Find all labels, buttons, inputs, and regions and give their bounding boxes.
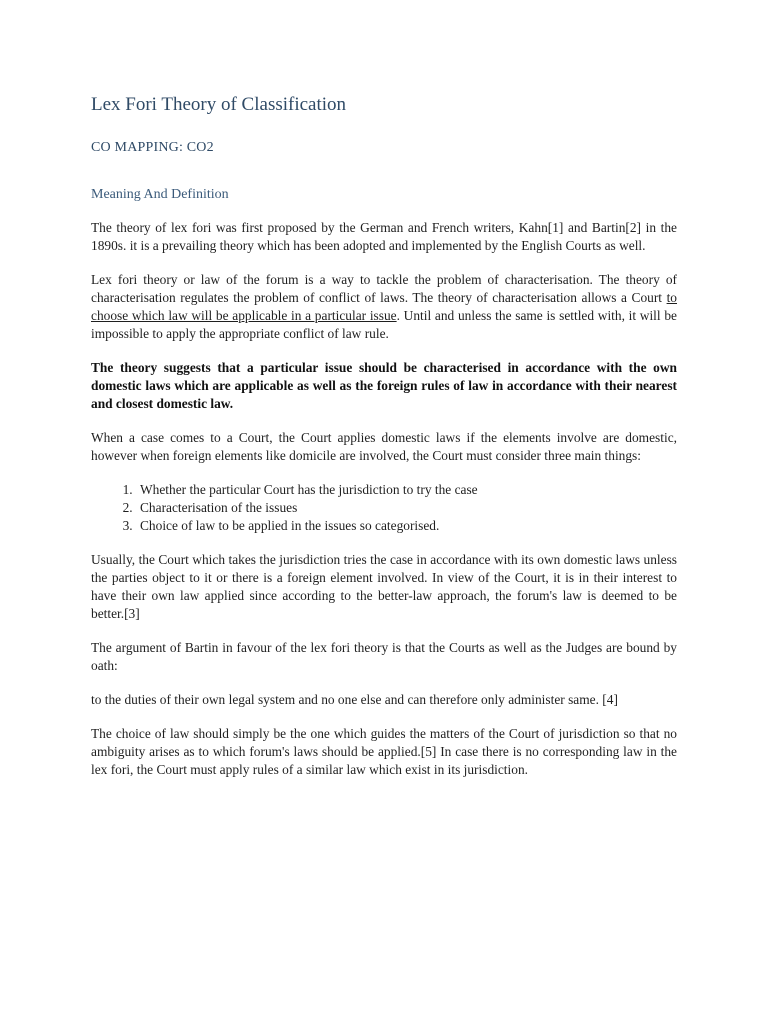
paragraph-text: . Until and unless the same is settled with, it will be impossible to apply the appropriate conflict of law rule. xyxy=(91,308,677,341)
paragraph-characterisation xyxy=(91,271,677,343)
considerations-list xyxy=(91,481,677,535)
paragraph-text: Lex fori theory or law of the forum is a way to tackle the problem of characterisation. The theory of characterisation regulates the problem of conflict of laws. The theory of characterisation allows a Court xyxy=(91,272,677,305)
paragraph-bartin-argument: The argument of Bartin in favour of the lex fori theory is that the Courts as well as the Judges are bound by oath: xyxy=(91,640,677,673)
paragraph-oath-duties: to the duties of their own legal system and no one else and can therefore only administer same. [4] xyxy=(91,692,618,707)
paragraph-choice-of-law: The choice of law should simply be the one which guides the matters of the Court of jurisdiction so that no ambiguity arises as to which forum's laws should be applied.[5] In case there is no corresponding law in the lex fori, the Court must apply rules of a similar law which exist in its jurisdiction. xyxy=(91,726,677,777)
document-page xyxy=(91,92,677,779)
list-item: 1. Whether the particular Court has the jurisdiction to try the case xyxy=(136,481,677,499)
section-heading: Meaning And Definition xyxy=(91,187,229,202)
list-item: 3. Choice of law to be applied in the issues so categorised. xyxy=(136,517,677,535)
paragraph-foreign-elements: When a case comes to a Court, the Court applies domestic laws if the elements involve are domestic, however when foreign elements like domicile are involved, the Court must consider three main things: xyxy=(91,430,677,463)
list-item: 2. Characterisation of the issues xyxy=(136,499,677,517)
document-title: Lex Fori Theory of Classification xyxy=(91,94,347,115)
paragraph-bold-statement: The theory suggests that a particular issue should be characterised in accordance with the own domestic laws which are applicable as well as the foreign rules of law in accordance with their nearest and closest domestic law. xyxy=(91,360,677,411)
underlined-phrase: to choose which law will be applicable in a particular issue xyxy=(91,290,677,323)
co-mapping-label: CO MAPPING: CO2 xyxy=(91,140,214,155)
paragraph-jurisdiction: Usually, the Court which takes the jurisdiction tries the case in accordance with its own domestic laws unless the parties object to it or there is a foreign element involved. In view of the Court, it is in their interest to have their own law applied since according to the better-law approach, the forum's law is deemed to be better.[3] xyxy=(91,552,677,621)
paragraph-origin: The theory of lex fori was first proposed by the German and French writers, Kahn[1] and Bartin[2] in the 1890s. it is a prevailing theory which has been adopted and implemented by the English Courts as well. xyxy=(91,220,677,253)
